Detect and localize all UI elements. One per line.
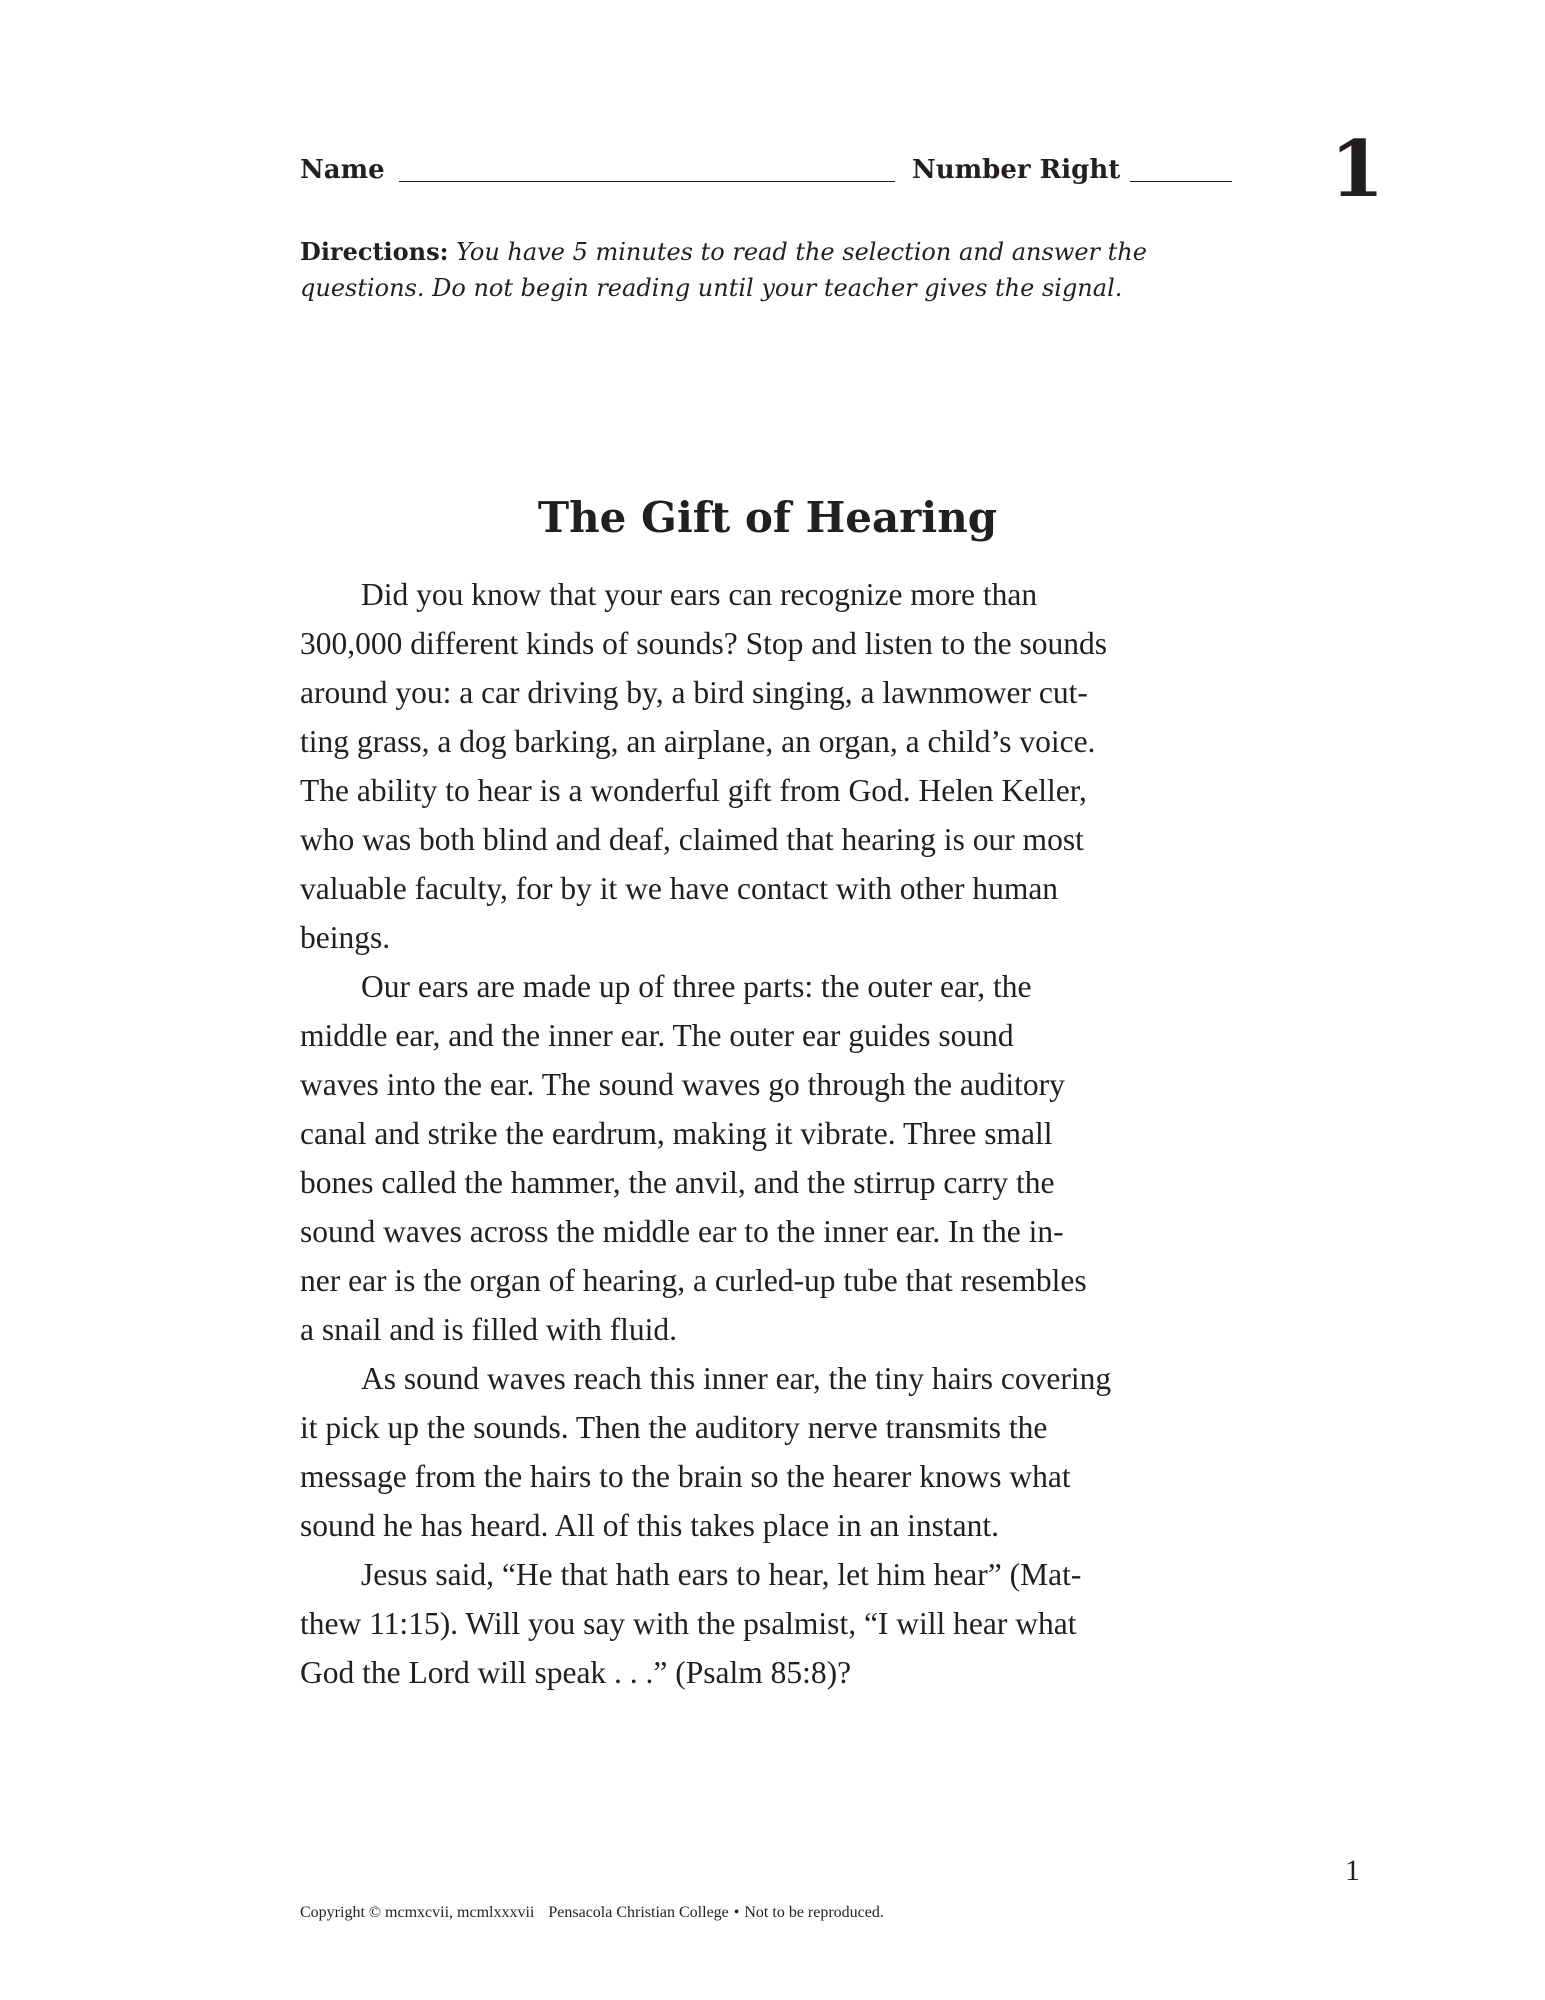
paragraph-2-line-5: bones called the hammer, the anvil, and the stirrup carry the <box>300 1165 1055 1200</box>
bullet-separator: • <box>733 1904 740 1921</box>
paragraph-2-line-8: a snail and is filled with fluid. <box>300 1312 678 1347</box>
paragraph-3-line-4: sound he has heard. All of this takes place in an instant. <box>300 1508 999 1543</box>
directions-text-1: You have 5 minutes to read the selection and answer the <box>456 238 1147 266</box>
number-right-label: Number Right <box>912 155 1121 185</box>
paragraph-2-line-2: middle ear, and the inner ear. The outer ear guides sound <box>300 1018 1014 1053</box>
paragraph-2-line-1: Our ears are made up of three parts: the outer ear, the <box>361 969 1032 1004</box>
header-row <box>300 150 1230 190</box>
paragraph-2-line-4: canal and strike the eardrum, making it vibrate. Three small <box>300 1116 1053 1151</box>
paragraph-2-line-3: waves into the ear. The sound waves go through the auditory <box>300 1067 1065 1102</box>
article-title: The Gift of Hearing <box>537 493 998 542</box>
paragraph-3-line-1: As sound waves reach this inner ear, the tiny hairs covering <box>361 1361 1112 1396</box>
directions-line-1 <box>300 234 1240 270</box>
paragraph-4-line-3: God the Lord will speak . . .” (Psalm 85:8)? <box>300 1655 852 1690</box>
paragraph-1-line-4: ting grass, a dog barking, an airplane, an organ, a child’s voice. <box>300 724 1096 759</box>
paragraph-2-line-7: ner ear is the organ of hearing, a curled-up tube that resembles <box>300 1263 1087 1298</box>
number-right-blank-line[interactable] <box>1130 181 1232 182</box>
paragraph-1-line-6: who was both blind and deaf, claimed that hearing is our most <box>300 822 1084 857</box>
paragraph-1-line-5: The ability to hear is a wonderful gift from God. Helen Keller, <box>300 773 1087 808</box>
article-body <box>300 570 1240 1697</box>
publisher-text: Pensacola Christian College <box>548 1904 729 1921</box>
name-label: Name <box>300 155 385 185</box>
name-blank-line[interactable] <box>399 181 895 182</box>
paragraph-3-line-2: it pick up the sounds. Then the auditory nerve transmits the <box>300 1410 1048 1445</box>
paragraph-4-line-2: thew 11:15). Will you say with the psalmist, “I will hear what <box>300 1606 1077 1641</box>
page-number: 1 <box>1345 1854 1360 1887</box>
paragraph-1-line-7: valuable faculty, for by it we have contact with other human <box>300 871 1059 906</box>
copyright-text: Copyright © mcmxcvii, mcmlxxxvii <box>300 1904 535 1921</box>
copyright-footer <box>300 1902 1200 1924</box>
directions-label: Directions: <box>300 237 449 266</box>
notice-text: Not to be reproduced. <box>744 1904 884 1921</box>
paragraph-4-line-1: Jesus said, “He that hath ears to hear, let him hear” (Mat- <box>361 1557 1082 1592</box>
directions-line-2: questions. Do not begin reading until your teacher gives the signal. <box>300 274 1123 302</box>
paragraph-1-line-8: beings. <box>300 920 391 955</box>
paragraph-1-line-3: around you: a car driving by, a bird singing, a lawnmower cut- <box>300 675 1088 710</box>
directions <box>300 234 1240 306</box>
test-number: 1 <box>1330 124 1385 215</box>
paragraph-2-line-6: sound waves across the middle ear to the inner ear. In the in- <box>300 1214 1064 1249</box>
paragraph-3-line-3: message from the hairs to the brain so the hearer knows what <box>300 1459 1071 1494</box>
paragraph-1-line-1: Did you know that your ears can recognize more than <box>361 577 1038 612</box>
paragraph-1-line-2: 300,000 different kinds of sounds? Stop and listen to the sounds <box>300 626 1107 661</box>
